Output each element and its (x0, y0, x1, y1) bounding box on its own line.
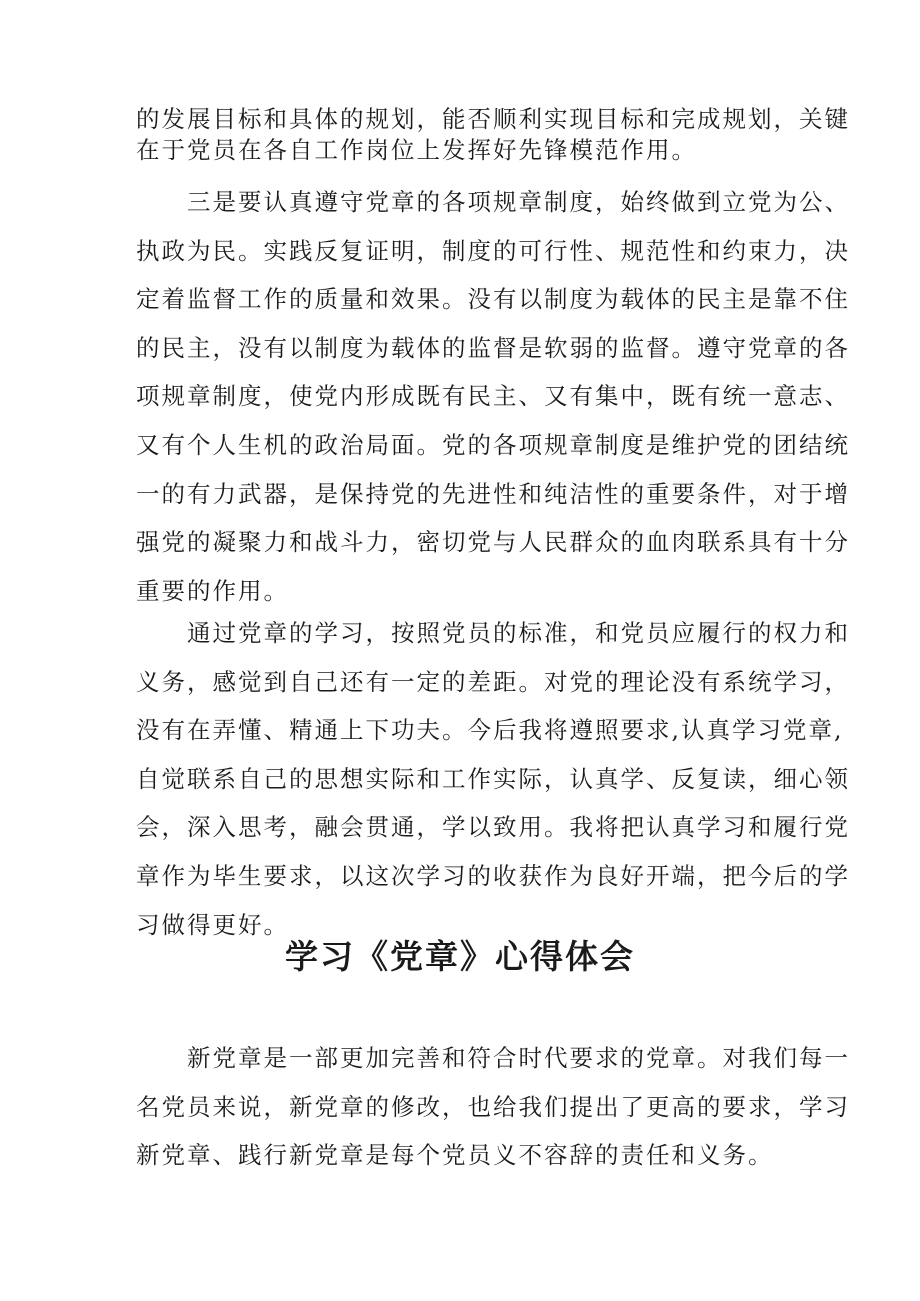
text-line: 新党章是一部更加完善和符合时代要求的党章。对我们每一 (136, 1044, 850, 1072)
text-line: 通过党章的学习，按照党员的标准，和党员应履行的权力和 (136, 619, 850, 647)
text-line: 习做得更好。 (136, 910, 289, 939)
paragraph (136, 1034, 850, 1180)
text-line: 章作为毕生要求，以这次学习的收获作为良好开端，把今后的学 (136, 861, 850, 890)
text-line: 名党员来说，新党章的修改，也给我们提出了更高的要求，学习 (136, 1092, 850, 1121)
text-line: 项规章制度，使党内形成既有民主、又有集中，既有统一意志、 (136, 382, 850, 411)
text-line: 新党章、践行新党章是每个党员义不容辞的责任和义务。 (136, 1141, 774, 1170)
text-line: 重要的作用。 (136, 576, 289, 605)
text-line: 没有在弄懂、精通上下功夫。今后我将遵照要求,认真学习党章, (136, 716, 844, 745)
paragraph (136, 178, 850, 615)
text-line: 执政为民。实践反复证明，制度的可行性、规范性和约束力，决 (136, 236, 850, 265)
section-title: 学习《党章》心得体会 (285, 937, 635, 976)
paragraph (136, 609, 850, 949)
text-line: 强党的凝聚力和战斗力，密切党与人民群众的血肉联系具有十分 (136, 528, 850, 557)
text-line: 又有个人生机的政治局面。党的各项规章制度是维护党的团结统 (136, 430, 850, 459)
text-line: 在于党员在各自工作岗位上发挥好先锋模范作用。 (136, 136, 697, 164)
text-line: 自觉联系自己的思想实际和工作实际，认真学、反复读，细心领 (136, 764, 850, 793)
text-line: 一的有力武器，是保持党的先进性和纯洁性的重要条件，对于增 (136, 479, 850, 508)
text-line: 定着监督工作的质量和效果。没有以制度为载体的民主是靠不住 (136, 285, 850, 314)
text-line: 义务，感觉到自己还有一定的差距。对党的理论没有系统学习， (136, 667, 850, 696)
paragraph (136, 104, 850, 166)
text-line: 的民主，没有以制度为载体的监督是软弱的监督。遵守党章的各 (136, 333, 850, 362)
text-line: 的发展目标和具体的规划，能否顺利实现目标和完成规划，关键 (136, 105, 850, 133)
text-line: 会，深入思考，融会贯通，学以致用。我将把认真学习和履行党 (136, 813, 850, 842)
text-line: 三是要认真遵守党章的各项规章制度，始终做到立党为公、 (136, 188, 850, 216)
